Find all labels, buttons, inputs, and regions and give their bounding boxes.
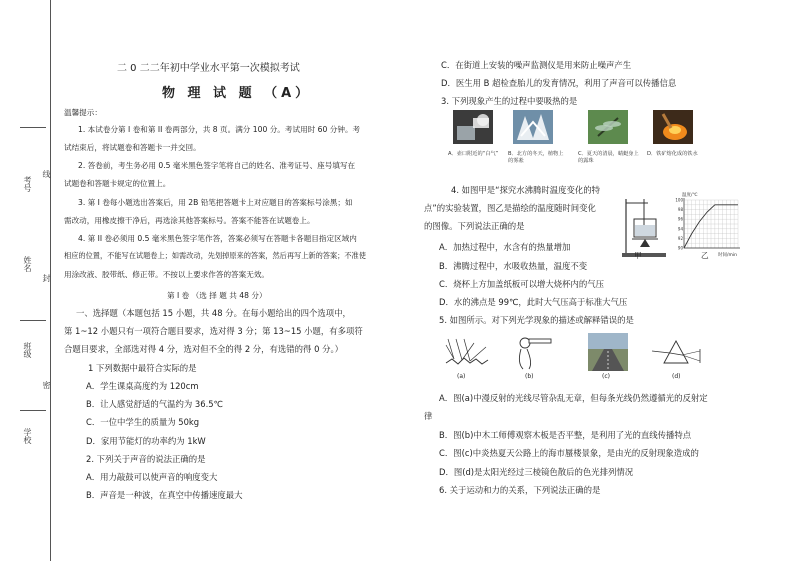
q3-caption-a: A．壶口附近的“白气” bbox=[448, 151, 499, 157]
q1-option-b: B．让人感觉舒适的气温约为 36.5℃ bbox=[86, 399, 223, 409]
q2-option-c: C．在街道上安装的噪声监测仪是用来防止噪声产生 bbox=[441, 60, 632, 70]
q2-option-a: A．用力敲鼓可以使声音的响度变大 bbox=[86, 472, 218, 482]
graph-ytick-label: 98 bbox=[677, 207, 683, 213]
q3-caption-b: B．北方的冬天，植物上的雾凇 bbox=[508, 151, 564, 164]
margin-label-feng: 封 bbox=[42, 274, 51, 282]
notice-line: 需改动，用橡皮擦干净后，再选涂其他答案标号。答案不能答在试题卷上。 bbox=[64, 216, 315, 225]
question-3-stem: 3. 下列现象产生的过程中要吸热的是 bbox=[441, 96, 578, 106]
fig-label-b: (b) bbox=[525, 373, 534, 380]
q1-option-d: D．家用节能灯的功率约为 1kW bbox=[86, 436, 206, 446]
question-1-stem: 1 下列数据中最符合实际的是 bbox=[88, 363, 197, 373]
graph-grid bbox=[684, 198, 740, 248]
q1-option-a: A．学生课桌高度约为 120cm bbox=[86, 381, 199, 391]
fig-a-diffuse-reflection bbox=[444, 335, 490, 373]
section-instructions: 第 1~12 小题只有一项符合题目要求，选对得 3 分；第 13~15 小题，有多项符 bbox=[64, 326, 363, 336]
q4-option-a: A．加热过程中，水含有的热量增加 bbox=[439, 242, 571, 252]
graph-ytick-label: 96 bbox=[677, 216, 683, 222]
notice-line: 3. 第 I 卷每小题选出答案后，用 2B 铅笔把答题卡上对应题目的答案标号涂黑；如 bbox=[78, 198, 353, 207]
question-4-stem: 4. 如图甲是“探究水沸腾时温度变化的特 bbox=[451, 185, 600, 195]
q4-option-b: B．沸腾过程中，水吸收热量，温度不变 bbox=[439, 261, 588, 271]
notice-line: 1. 本试卷分第 I 卷和第 II 卷两部分，共 8 页。满分 100 分。考试用时 60 分钟。考 bbox=[78, 125, 361, 134]
graph-xlabel: 时间/min bbox=[718, 253, 738, 258]
margin-label-kaohao: 考号 bbox=[23, 176, 32, 192]
photo-kettle-steam bbox=[453, 110, 493, 144]
photo-molten-iron bbox=[653, 110, 693, 144]
question-6-stem: 6. 关于运动和力的关系，下列说法正确的是 bbox=[439, 485, 601, 495]
q3-caption-c: C．夏天的清晨，蜻蜓身上的露珠 bbox=[578, 151, 639, 164]
fig-b-carpenter bbox=[513, 333, 553, 375]
graph-ytick-label: 92 bbox=[677, 235, 683, 241]
q4-option-c: C．烧杯上方加盖纸板可以增大烧杯内的气压 bbox=[439, 279, 604, 289]
question-5-stem: 5. 如图所示。对下列光学现象的描述或解释错误的是 bbox=[439, 315, 634, 325]
question-4-stem: 点”的实验装置，图乙是描绘的温度随时间变化 bbox=[424, 203, 596, 213]
margin-label-name: 姓名 bbox=[23, 256, 32, 272]
margin-label-xian: 线 bbox=[42, 170, 51, 178]
section-instructions: 合题目要求，全部选对得 4 分，选对但不全的得 2 分，有选错的得 0 分。） bbox=[64, 344, 344, 354]
question-2-stem: 2. 下列关于声音的说法正确的是 bbox=[86, 454, 206, 464]
q5-option-b: B．图(b)中木工师傅观察木板是否平整，是利用了光的直线传播特点 bbox=[439, 430, 692, 440]
blank-line bbox=[20, 410, 46, 411]
blank-line bbox=[20, 127, 46, 128]
notice-line: 相应的位置，不能写在试题卷上；如需改动，先划掉原来的答案，然后再写上新的答案；不准使 bbox=[64, 251, 366, 260]
exam-title: 二 0 二二年初中学业水平第一次模拟考试 bbox=[117, 63, 300, 74]
fig-label-d: (d) bbox=[672, 373, 681, 380]
margin-label-class: 班级 bbox=[23, 342, 32, 358]
q5-option-a: A．图(a)中漫反射的光线尽管杂乱无章，但每条光线仍然遵循光的反射定 bbox=[439, 393, 708, 403]
photo-rime-frost bbox=[513, 110, 553, 144]
notice-line: 2. 答卷前，考生务必用 0.5 毫米黑色签字笔将自己的姓名、准考证号、座号填写在 bbox=[78, 161, 356, 170]
notice-line: 4. 第 II 卷必须用 0.5 毫米黑色签字笔作答，答案必须写在答题卡各题目指定区域内 bbox=[78, 234, 357, 243]
margin-label-mi: 密 bbox=[42, 381, 51, 389]
q1-option-c: C．一位中学生的质量为 50kg bbox=[86, 417, 200, 427]
q5-option-a-cont: 律 bbox=[424, 411, 433, 421]
graph-ytick-label: 90 bbox=[677, 245, 683, 251]
q2-option-b: B．声音是一种波，在真空中传播速度最大 bbox=[86, 490, 243, 500]
notice-line: 用涂改液、胶带纸、修正带。不按以上要求作答的答案无效。 bbox=[64, 270, 270, 279]
fig-label-c: (c) bbox=[602, 373, 610, 380]
section-instructions: 一、选择题（本题包括 15 小题，共 48 分。在每小题给出的四个选项中， bbox=[76, 308, 351, 318]
notice-heading: 温馨提示： bbox=[64, 108, 102, 117]
blank-line bbox=[20, 320, 46, 321]
boiling-apparatus-figure bbox=[618, 193, 670, 267]
q4-option-d: D．水的沸点是 99℃，此时大气压高于标准大气压 bbox=[439, 297, 628, 307]
q3-caption-d: D．铁矿熔化成的铁水 bbox=[647, 151, 698, 157]
subject-title: 物 理 试 题 （A） bbox=[162, 86, 313, 101]
figure-label-yi: 乙 bbox=[701, 251, 709, 260]
notice-line: 试结束后，将试题卷和答题卡一并交回。 bbox=[64, 143, 201, 152]
question-4-stem: 的图像。下列说法正确的是 bbox=[424, 221, 525, 231]
notice-line: 试题卷和答题卡规定的位置上。 bbox=[64, 179, 171, 188]
figure-label-jia: 甲 bbox=[634, 251, 642, 260]
graph-ytick-label: 100 bbox=[675, 197, 683, 203]
graph-ticks bbox=[675, 198, 683, 251]
section-heading: 第 I 卷 （选 择 题 共 48 分） bbox=[167, 291, 267, 300]
fig-label-a: (a) bbox=[457, 373, 466, 380]
photo-dragonfly-dew bbox=[588, 110, 628, 144]
fig-c-road-mirage bbox=[588, 333, 628, 375]
graph-ytick-label: 94 bbox=[677, 226, 683, 232]
fig-d-prism-dispersion bbox=[650, 333, 702, 375]
margin-label-school: 学校 bbox=[23, 428, 32, 444]
q5-option-c: C．图(c)中炎热夏天公路上的海市蜃楼景象，是由光的反射现象造成的 bbox=[439, 448, 699, 458]
q5-option-d: D．图(d)是太阳光经过三棱镜色散后的色光排列情况 bbox=[439, 467, 634, 477]
graph-axes bbox=[684, 198, 740, 248]
q2-option-d: D．医生用 B 超检查胎儿的发育情况，利用了声音可以传播信息 bbox=[441, 78, 677, 88]
graph-ylabel: 温度/℃ bbox=[682, 193, 698, 198]
